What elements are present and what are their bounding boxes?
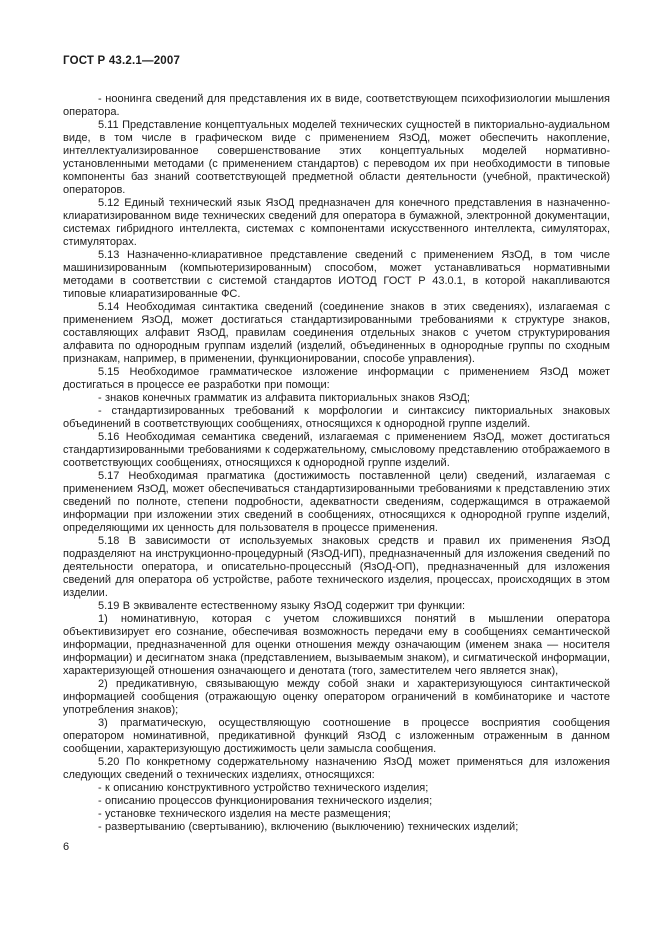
paragraph: 5.19 В эквиваленте естественному языку ЯзОД содержит три функции: xyxy=(98,600,466,612)
paragraph: 5.14 Необходимая синтактика сведений (соединение знаков в этих сведениях), излагаемая с применением ЯзОД, может достигаться стандартизированными требованиями к структуре знаков, составляющих алфавит ЯзОД, правилам соединения отдельных знаков с учетом структурирования алфавита по однородным группам изделий (изделий, объединенных в однородные группы по сходным признакам, например, в применении, функционировании, способе управления). xyxy=(63,301,610,365)
paragraph: 5.16 Необходимая семантика сведений, излагаемая с применением ЯзОД, может достигаться стандартизированными требованиями к содержательному, смысловому представлению отображаемого в соответствующих сообщениях, относящихся к однородной группе изделий. xyxy=(63,431,610,469)
paragraph: - стандартизированных требований к морфологии и синтаксису пикториальных знаковых объединений в соответствующих сообщениях, относящихся к однородной группе изделий. xyxy=(63,405,610,430)
paragraph: - знаков конечных грамматик из алфавита пикториальных знаков ЯзОД; xyxy=(98,392,470,404)
paragraph: - описанию процессов функционирования технического изделия; xyxy=(98,795,433,807)
page-number: 6 xyxy=(63,841,70,853)
paragraph: 5.13 Назначенно-клиаративное представление сведений с применением ЯзОД, в том числе машинизированным (компьютеризированным) способом, может устанавливаться нормативными методами в соответствии с системой стандартов ИОТОД ГОСТ Р 43.0.1, в которой накапливаются типовые клиаратизированные ФС. xyxy=(63,249,610,300)
paragraph: - развертыванию (свертыванию), включению (выключению) технических изделий; xyxy=(98,821,519,833)
paragraph: 5.17 Необходимая прагматика (достижимость поставленной цели) сведений, излагаемая с применением ЯзОД, может обеспечиваться стандартизированными требованиями к представлению этих сведений по полноте, степени подробности, адекватности сведениям, содержащимся в отражаемой информации при изложении этих сведений в сообщениях, относящихся к однородной группе изделий, определяющими их ценность для пользователя в процессе применения. xyxy=(63,470,610,534)
paragraph: 5.11 Представление концептуальных моделей технических сущностей в пикториально-аудиальном виде, в том числе в графическом виде с применением ЯзОД, может обеспечить накопление, интеллектуализированное совершенствование этих концептуальных моделей нормативно-установленными методами (с применением стандартов) с переводом их при необходимости в типовые компоненты баз знаний соответствующей предметной области деятельности (учебной, практической) операторов. xyxy=(63,119,610,196)
paragraph: - установке технического изделия на месте размещения; xyxy=(98,808,391,820)
paragraph: 1) номинативную, которая с учетом сложившихся понятий в мышлении оператора объективизирует его сознание, обеспечивая возможность передачи ему в сообщениях семантической информации, предназначенной для оценки отношения между означающим (именем знака — носителя информации) и десигнатом знака (представлением, вызываемым знаком), и сигматической информации, характеризующей отношения означающего и денотата (того, заместителем чего является знак), xyxy=(63,613,610,677)
paragraph: 5.12 Единый технический язык ЯзОД предназначен для конечного представления в назначенно-клиаратизированном виде технических сведений для оператора в бумажной, электронной документации, системах гибридного интеллекта, системах с компонентами искусственного интеллекта, симуляторах, стимуляторах. xyxy=(63,197,610,248)
paragraph: 5.20 По конкретному содержательному назначению ЯзОД может применяться для изложения следующих сведений о технических изделиях, относящихся: xyxy=(63,756,610,781)
document-body xyxy=(63,93,610,834)
paragraph: - ноонинга сведений для представления их в виде, соответствующем психофизиологии мышления оператора. xyxy=(63,93,610,118)
paragraph: 2) предикативную, связывающую между собой знаки и характеризующуюся синтактической информацией сообщения (отражающую оценку оператором ограничений в комбинаторике и частоте употребления знаков); xyxy=(63,678,610,716)
paragraph: - к описанию конструктивного устройство технического изделия; xyxy=(98,782,429,794)
paragraph: 3) прагматическую, осуществляющую соотношение в процессе восприятия сообщения оператором номинативной, предикативной функций ЯзОД с изложенным отраженным в данном сообщении, характеризующую достижимость цели замысла сообщения. xyxy=(63,717,610,755)
paragraph: 5.15 Необходимое грамматическое изложение информации с применением ЯзОД может достигаться в процессе ее разработки при помощи: xyxy=(63,366,610,391)
document-header-standard-number: ГОСТ Р 43.2.1—2007 xyxy=(63,55,181,67)
paragraph: 5.18 В зависимости от используемых знаковых средств и правил их применения ЯзОД подразделяют на инструкционно-процедурный (ЯзОД-ИП), предназначенный для изложения сведений по деятельности оператора, и описательно-процессный (ЯзОД-ОП), предназначенный для изложения сведений для оператора об устройстве, работе технического изделия, процессах, происходящих в этом изделии. xyxy=(63,535,610,599)
